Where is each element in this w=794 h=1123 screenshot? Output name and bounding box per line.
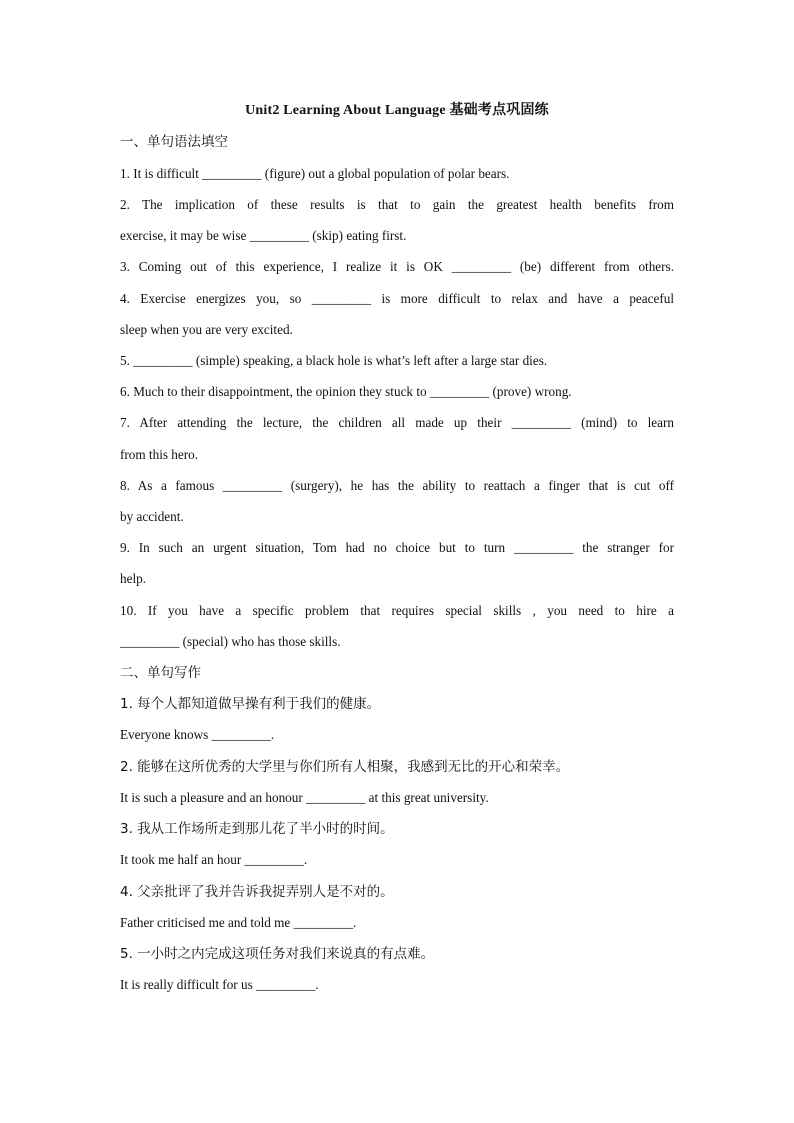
grammar-line-10-cont: _________ (special) who has those skills. xyxy=(120,634,341,649)
section2-heading: 二、单句写作 xyxy=(120,665,201,681)
writing-prompt-1: 1. 每个人都知道做早操有利于我们的健康。 xyxy=(120,696,381,712)
grammar-line-1: 1. It is difficult _________ (figure) out a global population of polar bears. xyxy=(120,166,510,181)
section1-heading: 一、单句语法填空 xyxy=(120,134,228,150)
worksheet-page xyxy=(120,0,674,1123)
writing-prompt-5: 5. 一小时之内完成这项任务对我们来说真的有点难。 xyxy=(120,946,435,962)
writing-answer-1: Everyone knows _________. xyxy=(120,727,275,742)
grammar-line-3: 3. Coming out of this experience, I realize it is OK _________ (be) different from others. xyxy=(120,259,674,274)
grammar-line-10: 10. If you have a specific problem that requires special skills , you need to hire a xyxy=(120,603,674,618)
grammar-line-7-cont: from this hero. xyxy=(120,447,199,462)
grammar-line-2-cont: exercise, it may be wise _________ (skip) eating first. xyxy=(120,228,407,243)
writing-prompt-4: 4. 父亲批评了我并告诉我捉弄别人是不对的。 xyxy=(120,884,394,900)
grammar-line-4: 4. Exercise energizes you, so _________ is more difficult to relax and have a peaceful xyxy=(120,291,674,306)
document-title: Unit2 Learning About Language 基础考点巩固练 xyxy=(245,103,549,118)
grammar-line-8: 8. As a famous _________ (surgery), he has the ability to reattach a finger that is cut off xyxy=(120,478,674,493)
grammar-line-9-cont: help. xyxy=(120,571,147,586)
writing-prompt-3: 3. 我从工作场所走到那儿花了半小时的时间。 xyxy=(120,821,394,837)
writing-prompt-2: 2. 能够在这所优秀的大学里与你们所有人相聚，我感到无比的开心和荣幸。 xyxy=(120,759,570,775)
grammar-line-9: 9. In such an urgent situation, Tom had no choice but to turn _________ the stranger for xyxy=(120,540,674,555)
grammar-line-8-cont: by accident. xyxy=(120,509,184,524)
writing-answer-4: Father criticised me and told me _________. xyxy=(120,915,357,930)
grammar-line-7: 7. After attending the lecture, the children all made up their _________ (mind) to learn xyxy=(120,415,674,430)
grammar-line-2: 2. The implication of these results is that to gain the greatest health benefits from xyxy=(120,197,674,212)
grammar-line-5: 5. _________ (simple) speaking, a black hole is what’s left after a large star dies. xyxy=(120,353,548,368)
writing-answer-5: It is really difficult for us _________. xyxy=(120,977,319,992)
writing-answer-2: It is such a pleasure and an honour _________ at this great university. xyxy=(120,790,489,805)
grammar-line-4-cont: sleep when you are very excited. xyxy=(120,322,293,337)
writing-answer-3: It took me half an hour _________. xyxy=(120,852,308,867)
grammar-line-6: 6. Much to their disappointment, the opinion they stuck to _________ (prove) wrong. xyxy=(120,384,572,399)
